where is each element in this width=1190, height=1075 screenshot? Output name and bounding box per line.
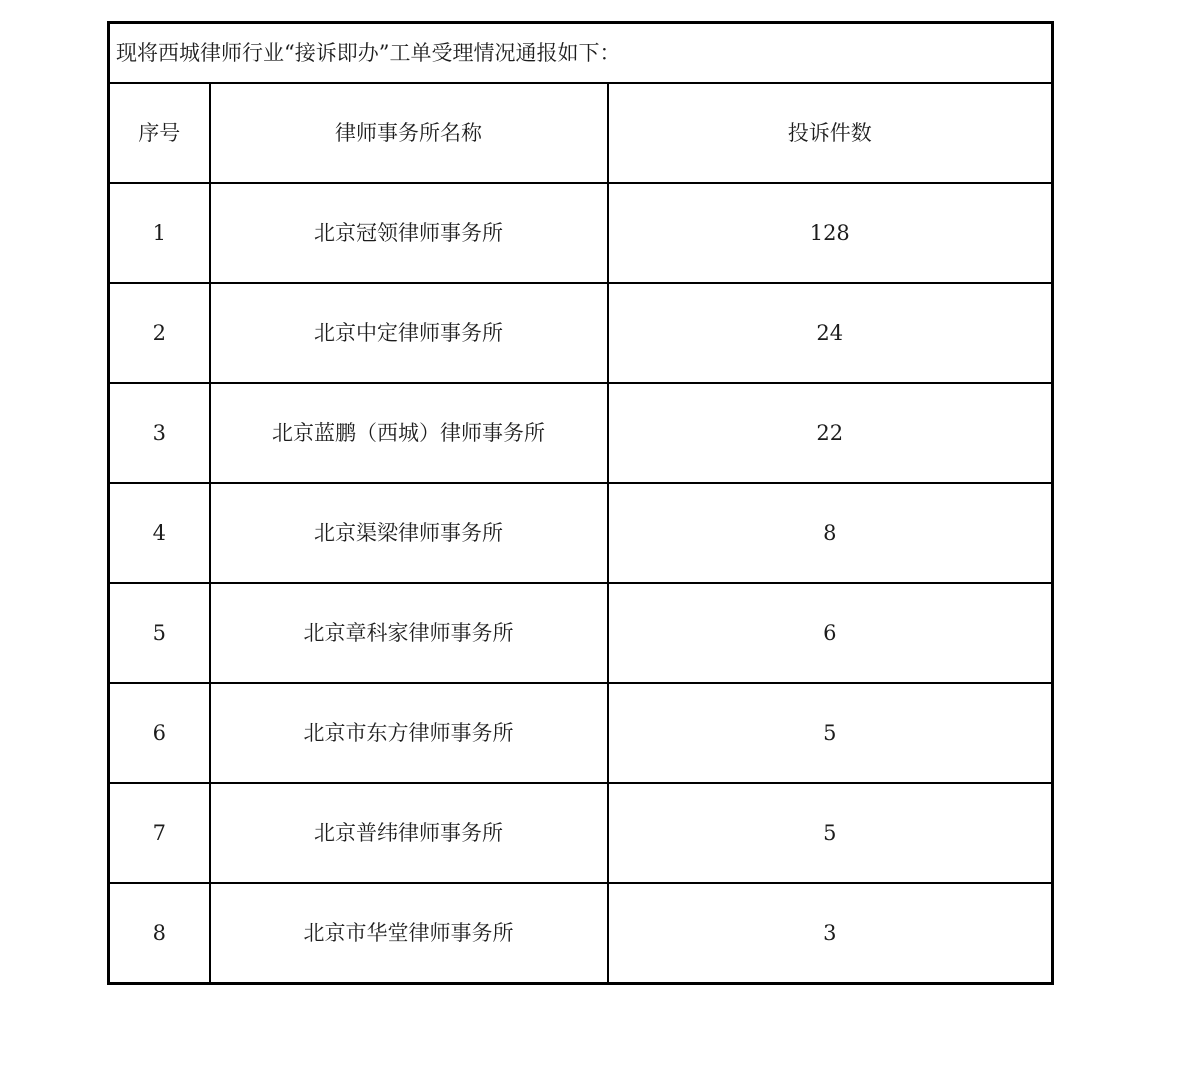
complaint-count-cell: 8 bbox=[608, 483, 1053, 583]
row-index-cell: 6 bbox=[109, 683, 210, 783]
firm-name-cell: 北京渠梁律师事务所 bbox=[210, 483, 608, 583]
row-index-cell: 3 bbox=[109, 383, 210, 483]
firm-name-cell: 北京中定律师事务所 bbox=[210, 283, 608, 383]
row-index-cell: 8 bbox=[109, 883, 210, 984]
row-index-cell: 4 bbox=[109, 483, 210, 583]
firm-name-cell: 北京蓝鹏（西城）律师事务所 bbox=[210, 383, 608, 483]
table-intro-row bbox=[109, 23, 1053, 84]
firm-name-cell: 北京市东方律师事务所 bbox=[210, 683, 608, 783]
complaint-count-cell: 24 bbox=[608, 283, 1053, 383]
firm-name-cell: 北京章科家律师事务所 bbox=[210, 583, 608, 683]
complaint-count-cell: 5 bbox=[608, 783, 1053, 883]
table-row bbox=[109, 383, 1053, 483]
complaint-count-cell: 3 bbox=[608, 883, 1053, 984]
table-row bbox=[109, 583, 1053, 683]
table-row bbox=[109, 183, 1053, 283]
complaint-report-table bbox=[107, 21, 1054, 985]
table-row bbox=[109, 683, 1053, 783]
firm-name-cell: 北京普纬律师事务所 bbox=[210, 783, 608, 883]
column-header-no: 序号 bbox=[109, 83, 210, 183]
complaint-count-cell: 22 bbox=[608, 383, 1053, 483]
row-index-cell: 2 bbox=[109, 283, 210, 383]
firm-name-cell: 北京市华堂律师事务所 bbox=[210, 883, 608, 984]
row-index-cell: 7 bbox=[109, 783, 210, 883]
table-row bbox=[109, 483, 1053, 583]
complaint-count-cell: 6 bbox=[608, 583, 1053, 683]
row-index-cell: 5 bbox=[109, 583, 210, 683]
row-index-cell: 1 bbox=[109, 183, 210, 283]
table-header-row bbox=[109, 83, 1053, 183]
column-header-complaint-count: 投诉件数 bbox=[608, 83, 1053, 183]
table-row bbox=[109, 783, 1053, 883]
complaint-count-cell: 128 bbox=[608, 183, 1053, 283]
table-row bbox=[109, 883, 1053, 984]
complaint-count-cell: 5 bbox=[608, 683, 1053, 783]
firm-name-cell: 北京冠领律师事务所 bbox=[210, 183, 608, 283]
table-row bbox=[109, 283, 1053, 383]
intro-text: 现将西城律师行业“接诉即办”工单受理情况通报如下： bbox=[109, 23, 1053, 84]
column-header-firm-name: 律师事务所名称 bbox=[210, 83, 608, 183]
